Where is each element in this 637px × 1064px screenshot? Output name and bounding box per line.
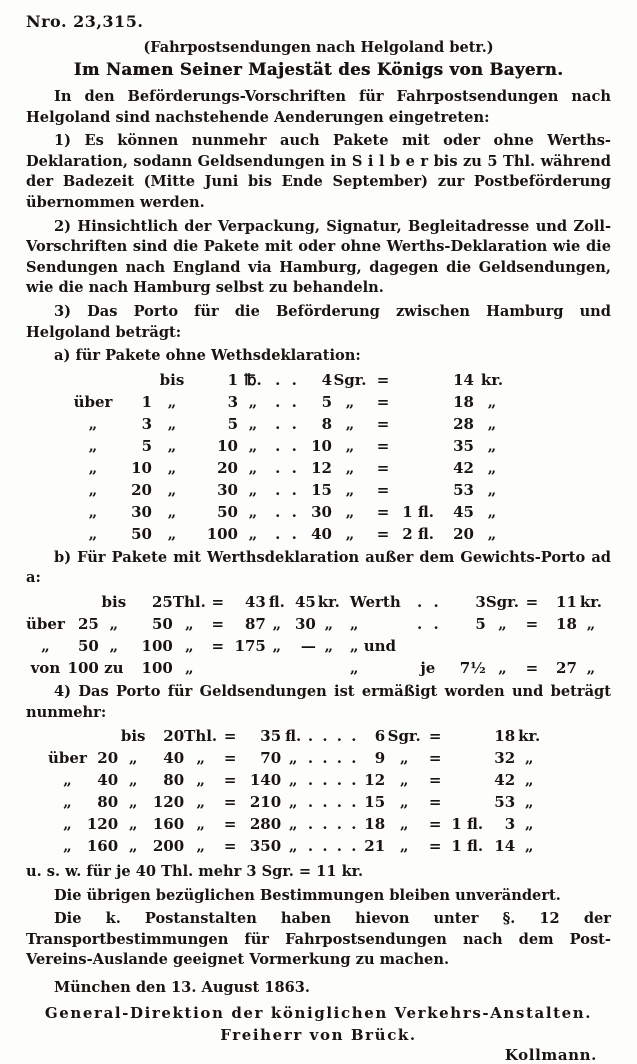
rate-cell: „ <box>324 614 334 633</box>
rate-cell: = <box>428 793 442 812</box>
rate-cell: 27 <box>556 658 577 677</box>
rate-row <box>70 457 510 479</box>
rate-cell: 10 <box>217 436 238 455</box>
rate-cell: 30 <box>294 614 316 633</box>
rate-cell: „ und <box>349 636 396 655</box>
rate-cell: 45 <box>453 502 474 521</box>
rate-cell: 5 <box>227 414 238 433</box>
item-3-heading: 3) Das Porto für die Beförderung zwischen Hamburg und Helgoland beträgt: <box>26 302 611 341</box>
rate-cell: 1 <box>141 392 152 411</box>
rate-cell: 40 <box>311 524 332 543</box>
rate-cell: „ <box>349 658 359 677</box>
rate-cell: kr. <box>579 592 602 611</box>
rate-cell: 9 <box>374 749 386 768</box>
rate-cell: „ <box>128 749 138 768</box>
rate-cell: 12 <box>311 458 332 477</box>
rate-cell <box>65 591 99 613</box>
unchanged-line: Die übrigen bezüglichen Bestimmungen bleiben unverändert. <box>54 886 561 904</box>
rate-cell: bis <box>120 727 146 746</box>
rate-cell: 160 <box>152 815 185 834</box>
rate-cell: 10 <box>311 436 332 455</box>
rate-cell: „ <box>41 636 50 655</box>
rate-cell: „ <box>288 837 298 856</box>
rate-cell: 15 <box>311 480 332 499</box>
rate-cell: 50 <box>77 636 99 655</box>
rate-cell: 12 <box>364 771 386 790</box>
rate-cell <box>450 635 486 657</box>
rate-cell: „ <box>196 771 205 790</box>
rate-cell <box>447 747 483 769</box>
authority-line: General-Direktion der königlichen Verkehrs-Anstalten. <box>44 1003 593 1022</box>
rate-cell: „ <box>167 392 177 411</box>
rate-cell: je <box>420 658 436 677</box>
rate-cell: 18 <box>494 727 516 746</box>
rate-cell: 6 <box>374 727 386 746</box>
rate-cell: 53 <box>494 793 516 812</box>
rate-cell <box>206 657 230 679</box>
rate-cell: „ <box>399 749 409 768</box>
rate-cell: . . <box>275 458 297 477</box>
rate-cell <box>447 791 483 813</box>
rate-cell: 25 <box>77 614 99 633</box>
rate-cell <box>48 725 87 747</box>
rate-cell: bis <box>101 592 127 611</box>
rate-cell: 1 fl. <box>451 815 484 834</box>
weight-rate-table <box>70 369 510 545</box>
countersign-line: Kollmann. <box>504 1045 597 1064</box>
rate-cell: . . <box>275 370 297 389</box>
rate-cell: Thl. <box>172 592 206 611</box>
rate-cell: . . <box>275 414 297 433</box>
rate-cell: „ <box>248 480 258 499</box>
rate-cell: 175 <box>234 636 266 655</box>
rate-cell: „ <box>487 502 497 521</box>
rate-cell: Sgr. <box>333 370 367 389</box>
rate-cell: ℔. <box>244 370 262 389</box>
rate-cell: „ <box>272 614 282 633</box>
rate-cell: 18 <box>556 614 577 633</box>
rate-cell: 35 <box>260 727 282 746</box>
rate-cell: . . . . <box>307 815 357 834</box>
rate-cell: 100 <box>141 636 173 655</box>
rate-cell: 3 <box>227 392 238 411</box>
rate-cell: „ <box>345 436 355 455</box>
rate-cell: „ <box>63 815 72 834</box>
rate-cell <box>398 391 434 413</box>
rate-cell: „ <box>345 524 355 543</box>
document-number: Nro. 23,315. <box>26 12 144 31</box>
rate-cell <box>266 657 288 679</box>
rate-cell: 100 <box>206 524 238 543</box>
signature-line: Freiherr von Brück. <box>220 1025 417 1044</box>
rate-cell: 1 fl. <box>451 837 484 856</box>
rate-cell: 87 <box>244 614 266 633</box>
rate-cell: = <box>428 749 442 768</box>
rate-cell: fl. <box>285 727 302 746</box>
rate-cell: Werth <box>349 592 401 611</box>
rate-cell: „ <box>288 815 298 834</box>
rate-cell: . . <box>275 524 297 543</box>
rate-cell: „ <box>487 392 497 411</box>
rate-cell: „ <box>167 524 177 543</box>
rate-cell: 100 <box>67 658 99 677</box>
item-1-paragraph: 1) Es können nunmehr auch Pakete mit oder ohne Werths-Deklaration, sodann Geldsendungen in S i l b e r bis zu 5 Thl. während der Badezeit (Mitte Juni bis Ende September) zur Postbeförderung übernommen werden. <box>26 132 611 211</box>
rate-cell: „ <box>288 771 298 790</box>
rate-cell: „ <box>88 436 98 455</box>
rate-cell: . . <box>417 592 439 611</box>
item-3b-heading: b) Für Pakete mit Werthsdeklaration außer dem Gewichts-Porto ad a: <box>26 548 611 587</box>
rate-cell: 40 <box>163 749 185 768</box>
rate-cell: = <box>376 502 390 521</box>
rate-cell: 70 <box>260 749 282 768</box>
rate-cell: = <box>223 771 237 790</box>
rate-cell: Thl. <box>184 727 218 746</box>
rate-cell: „ <box>88 480 98 499</box>
rate-cell: „ <box>399 771 409 790</box>
rate-cell <box>230 657 266 679</box>
dateline: München den 13. August 1863. <box>54 979 310 997</box>
rate-cell: 20 <box>163 727 185 746</box>
rate-cell: 43 <box>244 592 266 611</box>
rate-cell: „ <box>248 392 258 411</box>
rate-cell: . . . . <box>307 727 357 746</box>
rate-row <box>48 725 543 747</box>
rate-cell: „ <box>128 771 138 790</box>
rate-cell: „ <box>196 815 205 834</box>
rate-cell: = <box>376 524 390 543</box>
rate-cell <box>398 413 434 435</box>
rate-cell: 20 <box>97 749 119 768</box>
rate-cell: 14 <box>453 370 474 389</box>
rate-cell: = <box>211 614 225 633</box>
rate-cell: bis <box>159 370 185 389</box>
rate-cell <box>288 657 316 679</box>
rate-cell: „ <box>487 458 497 477</box>
rate-cell: fl. <box>268 592 285 611</box>
rate-cell: = <box>223 749 237 768</box>
rate-cell: „ <box>524 771 534 790</box>
rate-cell <box>398 435 434 457</box>
rate-cell: — <box>300 636 316 655</box>
rate-cell: 1 fl. <box>402 502 434 521</box>
rate-cell: = <box>211 636 225 655</box>
rate-cell: kr. <box>518 727 541 746</box>
rate-cell: „ <box>524 815 534 834</box>
rate-cell: „ <box>524 793 534 812</box>
rate-cell: über <box>26 614 65 633</box>
rate-cell: 15 <box>364 793 386 812</box>
rate-cell: = <box>428 727 442 746</box>
rate-cell: „ <box>167 502 177 521</box>
rate-cell: = <box>376 436 390 455</box>
rate-cell: „ <box>109 614 119 633</box>
rate-cell: „ <box>586 658 596 677</box>
rate-cell: = <box>376 392 390 411</box>
rate-cell: 4 <box>321 370 332 389</box>
rate-cell: „ <box>498 614 507 633</box>
rate-cell: 18 <box>453 392 474 411</box>
rate-cell <box>87 725 118 747</box>
rate-cell: 120 <box>86 815 119 834</box>
rate-cell: „ <box>167 436 177 455</box>
rate-cell: über <box>48 749 87 768</box>
rate-cell: „ <box>248 436 258 455</box>
rate-row <box>70 369 510 391</box>
rate-cell <box>486 635 519 657</box>
rate-cell: = <box>376 414 390 433</box>
rate-cell: 25 <box>151 592 173 611</box>
rate-cell: = <box>525 592 539 611</box>
rate-row <box>70 435 510 457</box>
rate-cell: . . . . <box>307 749 357 768</box>
rate-row <box>26 613 605 635</box>
rate-cell: 5 <box>475 614 486 633</box>
rate-cell: „ <box>88 524 98 543</box>
rate-cell <box>398 457 434 479</box>
rate-cell: „ <box>248 524 258 543</box>
rate-cell: kr. <box>317 592 340 611</box>
rate-cell: = <box>376 458 390 477</box>
rate-cell: „ <box>345 502 355 521</box>
rate-cell: . . <box>275 502 297 521</box>
rate-row <box>48 747 543 769</box>
rate-cell: 30 <box>217 480 238 499</box>
rate-row <box>26 591 605 613</box>
rate-cell: = <box>223 727 237 746</box>
rate-cell: . . . . <box>307 793 357 812</box>
rate-cell: 21 <box>364 837 386 856</box>
rate-row <box>26 657 605 679</box>
rate-cell: „ <box>167 480 177 499</box>
rate-cell <box>519 635 545 657</box>
rate-cell: „ <box>128 815 138 834</box>
rate-cell: 18 <box>364 815 386 834</box>
rate-cell <box>447 769 483 791</box>
rate-cell: „ <box>487 480 497 499</box>
rate-cell: 20 <box>131 480 152 499</box>
rate-cell <box>398 369 434 391</box>
rate-cell: . . <box>275 480 297 499</box>
rate-cell: „ <box>128 837 138 856</box>
rate-cell: „ <box>399 793 409 812</box>
rate-cell: über <box>73 392 113 411</box>
rate-cell: „ <box>167 458 177 477</box>
rate-cell: „ <box>196 837 205 856</box>
rate-cell: 11 <box>556 592 577 611</box>
rate-cell: „ <box>272 636 282 655</box>
rate-cell: „ <box>63 771 72 790</box>
rate-cell: 53 <box>453 480 474 499</box>
rate-cell: 5 <box>321 392 332 411</box>
rate-cell: „ <box>324 636 334 655</box>
rate-cell: 3 <box>504 815 516 834</box>
rate-cell: 20 <box>217 458 238 477</box>
rate-cell: 280 <box>249 815 282 834</box>
rate-row <box>48 769 543 791</box>
rate-cell <box>406 635 450 657</box>
rate-cell: 45 <box>294 592 316 611</box>
rate-cell: = <box>376 370 390 389</box>
rate-cell: 3 <box>475 592 486 611</box>
rate-cell: = <box>525 658 539 677</box>
rate-cell: 80 <box>163 771 185 790</box>
rate-cell: „ <box>487 436 497 455</box>
rate-cell: „ <box>167 414 177 433</box>
rate-row <box>70 501 510 523</box>
rate-cell: 32 <box>494 749 516 768</box>
rate-cell <box>577 635 605 657</box>
rate-cell: 160 <box>86 837 119 856</box>
rate-cell: 2 fl. <box>402 524 434 543</box>
rate-cell: = <box>211 592 225 611</box>
rate-cell: „ <box>128 793 138 812</box>
rate-cell: = <box>223 793 237 812</box>
rate-cell: 200 <box>152 837 185 856</box>
rate-cell: 40 <box>97 771 119 790</box>
rate-cell: zu <box>104 658 124 677</box>
rate-cell: „ <box>88 414 98 433</box>
rate-cell: „ <box>586 614 596 633</box>
rate-cell: „ <box>185 614 194 633</box>
rate-cell: „ <box>248 458 258 477</box>
rate-row <box>48 791 543 813</box>
rate-cell <box>70 369 116 391</box>
rate-cell: 8 <box>321 414 332 433</box>
rate-row <box>70 413 510 435</box>
rate-cell: „ <box>345 480 355 499</box>
proclamation-heading: Im Namen Seiner Majestät des Königs von Bayern. <box>73 60 564 79</box>
rate-cell: . . . . <box>307 771 357 790</box>
rate-cell: „ <box>88 502 98 521</box>
rate-cell: = <box>428 815 442 834</box>
rate-cell <box>26 591 65 613</box>
rate-cell: „ <box>345 392 355 411</box>
rate-cell: . . . . <box>307 837 357 856</box>
rate-cell: 50 <box>217 502 238 521</box>
rate-cell: 14 <box>494 837 516 856</box>
rate-cell: „ <box>345 414 355 433</box>
item-4-heading: 4) Das Porto für Geldsendungen ist ermäßigt worden und beträgt nunmehr: <box>26 682 611 721</box>
rate-cell: 100 <box>141 658 173 677</box>
rate-cell: „ <box>349 614 359 633</box>
rate-cell: „ <box>399 837 409 856</box>
rate-cell: 210 <box>249 793 282 812</box>
note-paragraph: Die k. Postanstalten haben hievon unter §. 12 der Transportbestimmungen für Fahrpostsendungen nach dem Post-Vereins-Auslande geeignet Vormerkung zu machen. <box>26 910 611 969</box>
rate-cell: „ <box>196 749 205 768</box>
rate-cell: „ <box>288 793 298 812</box>
rate-row <box>48 813 543 835</box>
rate-cell: „ <box>88 458 98 477</box>
rate-cell: = <box>428 771 442 790</box>
rate-cell: 50 <box>151 614 173 633</box>
rate-cell <box>116 369 152 391</box>
rate-cell: 20 <box>453 524 474 543</box>
rate-cell: „ <box>498 658 507 677</box>
rate-cell: 5 <box>141 436 152 455</box>
rate-row <box>26 635 605 657</box>
rate-cell: 30 <box>131 502 152 521</box>
rate-cell: kr. <box>480 370 504 389</box>
rate-cell <box>447 725 483 747</box>
rate-cell: . . <box>275 436 297 455</box>
rate-cell: = <box>428 837 442 856</box>
rate-cell: 28 <box>453 414 474 433</box>
rate-cell: 120 <box>152 793 185 812</box>
rate-row <box>70 479 510 501</box>
rate-cell: „ <box>524 749 534 768</box>
rate-cell: „ <box>487 414 497 433</box>
rate-cell <box>398 479 434 501</box>
rate-cell: 42 <box>494 771 516 790</box>
rate-cell: 50 <box>131 524 152 543</box>
rate-cell: „ <box>248 414 258 433</box>
rate-cell: „ <box>196 793 205 812</box>
rate-cell: 7½ <box>459 658 486 677</box>
rate-cell: „ <box>185 658 194 677</box>
rate-cell: 3 <box>141 414 152 433</box>
rate-cell: . . <box>275 392 297 411</box>
rate-cell: „ <box>399 815 409 834</box>
rate-cell: „ <box>63 837 72 856</box>
rate-row <box>48 835 543 857</box>
rate-cell: „ <box>487 524 497 543</box>
rate-cell: 140 <box>249 771 282 790</box>
rate-cell: 35 <box>453 436 474 455</box>
rate-cell: . . <box>417 614 439 633</box>
item-3a-heading: a) für Pakete ohne Wethsdeklaration: <box>54 347 361 365</box>
item-2-paragraph: 2) Hinsichtlich der Verpackung, Signatur, Begleitadresse und Zoll-Vorschriften sind die Pakete mit oder ohne Werths-Deklaration wie die Sendungen nach England via Hamburg, dagegen die Geldsendungen, wie die nach Hamburg selbst zu behandeln. <box>26 217 611 297</box>
rate-cell: Sgr. <box>485 592 519 611</box>
money-rate-table <box>48 725 543 857</box>
rate-cell: = <box>223 815 237 834</box>
rate-cell: 42 <box>453 458 474 477</box>
rate-cell <box>316 657 342 679</box>
rate-cell: Sgr. <box>387 727 421 746</box>
rate-cell <box>545 635 577 657</box>
subject-line: (Fahrpostsendungen nach Helgoland betr.) <box>143 39 494 56</box>
rate-cell: „ <box>109 636 119 655</box>
rate-cell: „ <box>288 749 298 768</box>
rate-cell: 1 <box>227 370 238 389</box>
rate-row <box>70 391 510 413</box>
value-rate-table <box>26 591 605 679</box>
rate-cell: „ <box>248 502 258 521</box>
rate-cell: „ <box>63 793 72 812</box>
rate-cell: „ <box>524 837 534 856</box>
intro-paragraph: In den Beförderungs-Vorschriften für Fahrpostsendungen nach Helgoland sind nachstehende Aenderungen eingetreten: <box>26 88 611 126</box>
rate-cell: 30 <box>311 502 332 521</box>
rate-cell: 350 <box>249 837 282 856</box>
rate-cell: „ <box>345 458 355 477</box>
rate-cell: 10 <box>131 458 152 477</box>
rate-cell: von <box>30 658 61 677</box>
rate-cell: = <box>525 614 539 633</box>
rate-cell: 80 <box>97 793 119 812</box>
rate-cell: „ <box>185 636 194 655</box>
rate-row <box>70 523 510 545</box>
rate-cell: = <box>223 837 237 856</box>
rate-cell: = <box>376 480 390 499</box>
etc-line: u. s. w. für je 40 Thl. mehr 3 Sgr. = 11 kr. <box>26 863 364 881</box>
